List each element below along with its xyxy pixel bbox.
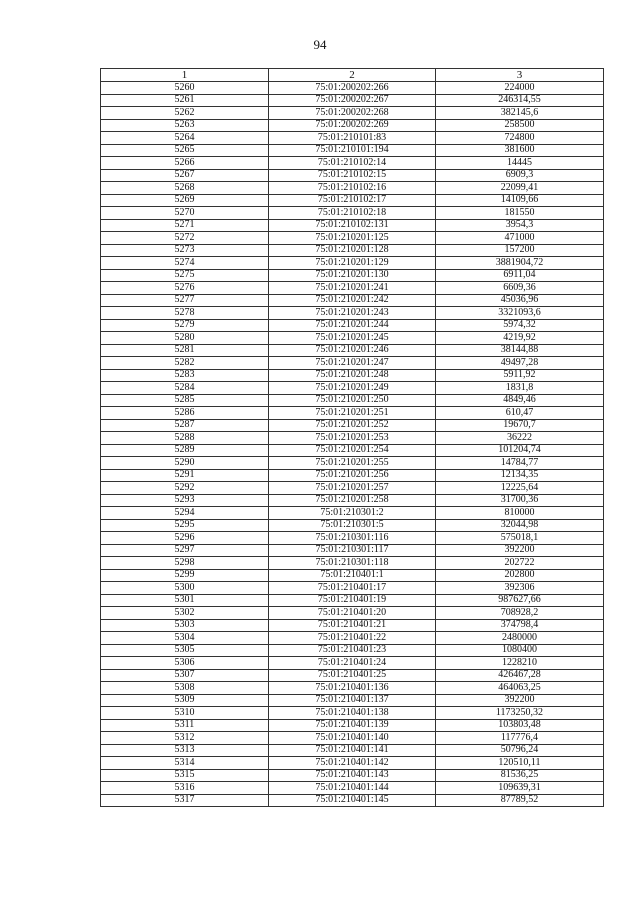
value-cell: 120510,11	[436, 757, 604, 770]
value-cell: 87789,52	[436, 794, 604, 807]
table-row	[101, 357, 604, 370]
table-row	[101, 344, 604, 357]
row-number-cell: 5263	[101, 119, 269, 132]
row-number-cell: 5276	[101, 282, 269, 295]
row-number-cell: 5287	[101, 419, 269, 432]
cadastral-number-cell: 75:01:210201:258	[269, 494, 436, 507]
cadastral-number-cell: 75:01:210401:25	[269, 669, 436, 682]
row-number-cell: 5268	[101, 182, 269, 195]
value-cell: 50796,24	[436, 744, 604, 757]
cadastral-number-cell: 75:01:210401:144	[269, 782, 436, 795]
value-cell: 181550	[436, 207, 604, 220]
table-row	[101, 307, 604, 320]
row-number-cell: 5274	[101, 257, 269, 270]
value-cell: 6911,04	[436, 269, 604, 282]
table-row	[101, 569, 604, 582]
cadastral-number-cell: 75:01:210201:255	[269, 457, 436, 470]
row-number-cell: 5270	[101, 207, 269, 220]
row-number-cell: 5265	[101, 144, 269, 157]
table-row	[101, 94, 604, 107]
cadastral-number-cell: 75:01:200202:266	[269, 82, 436, 95]
value-cell: 575018,1	[436, 532, 604, 545]
value-cell: 987627,66	[436, 594, 604, 607]
row-number-cell: 5273	[101, 244, 269, 257]
cadastral-number-cell: 75:01:210201:242	[269, 294, 436, 307]
cadastral-number-cell: 75:01:210101:194	[269, 144, 436, 157]
table-row	[101, 107, 604, 120]
cadastral-number-cell: 75:01:210102:131	[269, 219, 436, 232]
table-row	[101, 782, 604, 795]
row-number-cell: 5300	[101, 582, 269, 595]
cadastral-number-cell: 75:01:210201:253	[269, 432, 436, 445]
row-number-cell: 5296	[101, 532, 269, 545]
cadastral-number-cell: 75:01:210301:118	[269, 557, 436, 570]
value-cell: 101204,74	[436, 444, 604, 457]
cadastral-number-cell: 75:01:210101:83	[269, 132, 436, 145]
value-cell: 464063,25	[436, 682, 604, 695]
table-row	[101, 332, 604, 345]
cadastral-number-cell: 75:01:210201:241	[269, 282, 436, 295]
value-cell: 5911,92	[436, 369, 604, 382]
row-number-cell: 5288	[101, 432, 269, 445]
table-row	[101, 607, 604, 620]
row-number-cell: 5305	[101, 644, 269, 657]
table-row	[101, 394, 604, 407]
value-cell: 1080400	[436, 644, 604, 657]
row-number-cell: 5304	[101, 632, 269, 645]
row-number-cell: 5275	[101, 269, 269, 282]
value-cell: 392200	[436, 544, 604, 557]
value-cell: 610,47	[436, 407, 604, 420]
value-cell: 3321093,6	[436, 307, 604, 320]
table-row	[101, 744, 604, 757]
table-row	[101, 494, 604, 507]
row-number-cell: 5284	[101, 382, 269, 395]
value-cell: 381600	[436, 144, 604, 157]
row-number-cell: 5290	[101, 457, 269, 470]
table-row	[101, 557, 604, 570]
value-cell: 6609,36	[436, 282, 604, 295]
value-cell: 4849,46	[436, 394, 604, 407]
value-cell: 382145,6	[436, 107, 604, 120]
row-number-cell: 5267	[101, 169, 269, 182]
value-cell: 708928,2	[436, 607, 604, 620]
cadastral-number-cell: 75:01:210401:137	[269, 694, 436, 707]
row-number-cell: 5303	[101, 619, 269, 632]
table-header-row	[101, 69, 604, 82]
table-row	[101, 407, 604, 420]
value-cell: 724800	[436, 132, 604, 145]
value-cell: 12134,35	[436, 469, 604, 482]
cadastral-number-cell: 75:01:200202:269	[269, 119, 436, 132]
table-row	[101, 157, 604, 170]
cadastral-number-cell: 75:01:210401:143	[269, 769, 436, 782]
row-number-cell: 5310	[101, 707, 269, 720]
cadastral-number-cell: 75:01:210102:16	[269, 182, 436, 195]
value-cell: 14784,77	[436, 457, 604, 470]
table-row	[101, 444, 604, 457]
cadastral-number-cell: 75:01:210201:244	[269, 319, 436, 332]
table-row	[101, 419, 604, 432]
table-row	[101, 482, 604, 495]
value-cell: 14109,66	[436, 194, 604, 207]
table-row	[101, 694, 604, 707]
table-row	[101, 294, 604, 307]
table-row	[101, 232, 604, 245]
row-number-cell: 5308	[101, 682, 269, 695]
value-cell: 19670,7	[436, 419, 604, 432]
row-number-cell: 5272	[101, 232, 269, 245]
table-row	[101, 257, 604, 270]
table-row	[101, 432, 604, 445]
cadastral-number-cell: 75:01:210102:14	[269, 157, 436, 170]
table-row	[101, 119, 604, 132]
column-header-2: 2	[269, 69, 436, 82]
value-cell: 3881904,72	[436, 257, 604, 270]
row-number-cell: 5271	[101, 219, 269, 232]
table-row	[101, 469, 604, 482]
cadastral-number-cell: 75:01:210401:140	[269, 732, 436, 745]
row-number-cell: 5299	[101, 569, 269, 582]
value-cell: 1831,8	[436, 382, 604, 395]
value-cell: 392200	[436, 694, 604, 707]
cadastral-number-cell: 75:01:210401:20	[269, 607, 436, 620]
row-number-cell: 5307	[101, 669, 269, 682]
cadastral-number-cell: 75:01:210201:246	[269, 344, 436, 357]
row-number-cell: 5301	[101, 594, 269, 607]
row-number-cell: 5280	[101, 332, 269, 345]
table-row	[101, 244, 604, 257]
row-number-cell: 5311	[101, 719, 269, 732]
table-row	[101, 507, 604, 520]
cadastral-number-cell: 75:01:210301:2	[269, 507, 436, 520]
cadastral-number-cell: 75:01:210401:141	[269, 744, 436, 757]
cadastral-number-cell: 75:01:210401:1	[269, 569, 436, 582]
cadastral-number-cell: 75:01:210401:19	[269, 594, 436, 607]
value-cell: 22099,41	[436, 182, 604, 195]
cadastral-number-cell: 75:01:210201:247	[269, 357, 436, 370]
cadastral-number-cell: 75:01:210201:248	[269, 369, 436, 382]
value-cell: 224000	[436, 82, 604, 95]
row-number-cell: 5298	[101, 557, 269, 570]
row-number-cell: 5313	[101, 744, 269, 757]
row-number-cell: 5285	[101, 394, 269, 407]
value-cell: 157200	[436, 244, 604, 257]
cadastral-number-cell: 75:01:200202:268	[269, 107, 436, 120]
row-number-cell: 5293	[101, 494, 269, 507]
cadastral-number-cell: 75:01:210401:17	[269, 582, 436, 595]
row-number-cell: 5294	[101, 507, 269, 520]
table-row	[101, 594, 604, 607]
cadastral-number-cell: 75:01:210201:243	[269, 307, 436, 320]
row-number-cell: 5302	[101, 607, 269, 620]
row-number-cell: 5292	[101, 482, 269, 495]
cadastral-number-cell: 75:01:210201:254	[269, 444, 436, 457]
value-cell: 103803,48	[436, 719, 604, 732]
cadastral-number-cell: 75:01:210201:130	[269, 269, 436, 282]
value-cell: 2480000	[436, 632, 604, 645]
row-number-cell: 5289	[101, 444, 269, 457]
row-number-cell: 5279	[101, 319, 269, 332]
row-number-cell: 5291	[101, 469, 269, 482]
value-cell: 1173250,32	[436, 707, 604, 720]
table-row	[101, 144, 604, 157]
cadastral-number-cell: 75:01:210201:245	[269, 332, 436, 345]
value-cell: 392306	[436, 582, 604, 595]
data-table	[100, 68, 604, 807]
cadastral-number-cell: 75:01:210102:18	[269, 207, 436, 220]
value-cell: 1228210	[436, 657, 604, 670]
value-cell: 14445	[436, 157, 604, 170]
table-row	[101, 519, 604, 532]
table-row	[101, 644, 604, 657]
value-cell: 117776,4	[436, 732, 604, 745]
row-number-cell: 5281	[101, 344, 269, 357]
table-row	[101, 457, 604, 470]
table-row	[101, 707, 604, 720]
value-cell: 5974,32	[436, 319, 604, 332]
value-cell: 49497,28	[436, 357, 604, 370]
cadastral-number-cell: 75:01:210201:256	[269, 469, 436, 482]
row-number-cell: 5262	[101, 107, 269, 120]
row-number-cell: 5264	[101, 132, 269, 145]
row-number-cell: 5315	[101, 769, 269, 782]
value-cell: 38144,88	[436, 344, 604, 357]
table-body	[101, 82, 604, 807]
cadastral-number-cell: 75:01:210401:138	[269, 707, 436, 720]
table-row	[101, 82, 604, 95]
table-row	[101, 132, 604, 145]
value-cell: 202800	[436, 569, 604, 582]
table-row	[101, 269, 604, 282]
table-row	[101, 169, 604, 182]
table-row	[101, 382, 604, 395]
value-cell: 32044,98	[436, 519, 604, 532]
column-header-1: 1	[101, 69, 269, 82]
row-number-cell: 5297	[101, 544, 269, 557]
cadastral-number-cell: 75:01:210401:22	[269, 632, 436, 645]
table-row	[101, 582, 604, 595]
table-row	[101, 732, 604, 745]
value-cell: 374798,4	[436, 619, 604, 632]
table-row	[101, 282, 604, 295]
row-number-cell: 5282	[101, 357, 269, 370]
row-number-cell: 5317	[101, 794, 269, 807]
table-row	[101, 219, 604, 232]
row-number-cell: 5269	[101, 194, 269, 207]
value-cell: 810000	[436, 507, 604, 520]
value-cell: 45036,96	[436, 294, 604, 307]
value-cell: 471000	[436, 232, 604, 245]
cadastral-number-cell: 75:01:210301:5	[269, 519, 436, 532]
cadastral-number-cell: 75:01:210401:24	[269, 657, 436, 670]
table-row	[101, 794, 604, 807]
cadastral-number-cell: 75:01:210301:117	[269, 544, 436, 557]
cadastral-number-cell: 75:01:210401:21	[269, 619, 436, 632]
cadastral-number-cell: 75:01:210201:249	[269, 382, 436, 395]
value-cell: 12225,64	[436, 482, 604, 495]
row-number-cell: 5260	[101, 82, 269, 95]
cadastral-number-cell: 75:01:210401:136	[269, 682, 436, 695]
row-number-cell: 5286	[101, 407, 269, 420]
table-row	[101, 182, 604, 195]
table-row	[101, 669, 604, 682]
row-number-cell: 5316	[101, 782, 269, 795]
table-row	[101, 769, 604, 782]
value-cell: 81536,25	[436, 769, 604, 782]
row-number-cell: 5312	[101, 732, 269, 745]
cadastral-number-cell: 75:01:210401:145	[269, 794, 436, 807]
cadastral-number-cell: 75:01:210201:129	[269, 257, 436, 270]
table-row	[101, 719, 604, 732]
value-cell: 36222	[436, 432, 604, 445]
value-cell: 246314,55	[436, 94, 604, 107]
row-number-cell: 5295	[101, 519, 269, 532]
table-row	[101, 544, 604, 557]
table-row	[101, 619, 604, 632]
table-row	[101, 532, 604, 545]
cadastral-number-cell: 75:01:210401:23	[269, 644, 436, 657]
row-number-cell: 5278	[101, 307, 269, 320]
row-number-cell: 5261	[101, 94, 269, 107]
row-number-cell: 5277	[101, 294, 269, 307]
cadastral-number-cell: 75:01:210201:251	[269, 407, 436, 420]
value-cell: 258500	[436, 119, 604, 132]
value-cell: 6909,3	[436, 169, 604, 182]
table-row	[101, 682, 604, 695]
row-number-cell: 5306	[101, 657, 269, 670]
page-number: 94	[313, 37, 327, 52]
cadastral-number-cell: 75:01:210201:252	[269, 419, 436, 432]
value-cell: 4219,92	[436, 332, 604, 345]
cadastral-number-cell: 75:01:210201:125	[269, 232, 436, 245]
cadastral-number-cell: 75:01:210201:250	[269, 394, 436, 407]
cadastral-number-cell: 75:01:210301:116	[269, 532, 436, 545]
table-row	[101, 632, 604, 645]
table-row	[101, 207, 604, 220]
value-cell: 202722	[436, 557, 604, 570]
cadastral-number-cell: 75:01:210401:142	[269, 757, 436, 770]
table-row	[101, 657, 604, 670]
cadastral-number-cell: 75:01:210102:15	[269, 169, 436, 182]
table-row	[101, 319, 604, 332]
cadastral-number-cell: 75:01:210201:128	[269, 244, 436, 257]
column-header-3: 3	[436, 69, 604, 82]
value-cell: 426467,28	[436, 669, 604, 682]
table-row	[101, 757, 604, 770]
table-row	[101, 194, 604, 207]
value-cell: 31700,36	[436, 494, 604, 507]
row-number-cell: 5314	[101, 757, 269, 770]
row-number-cell: 5266	[101, 157, 269, 170]
value-cell: 3954,3	[436, 219, 604, 232]
cadastral-number-cell: 75:01:210401:139	[269, 719, 436, 732]
cadastral-number-cell: 75:01:210201:257	[269, 482, 436, 495]
table-row	[101, 369, 604, 382]
value-cell: 109639,31	[436, 782, 604, 795]
row-number-cell: 5309	[101, 694, 269, 707]
cadastral-number-cell: 75:01:200202:267	[269, 94, 436, 107]
row-number-cell: 5283	[101, 369, 269, 382]
cadastral-number-cell: 75:01:210102:17	[269, 194, 436, 207]
